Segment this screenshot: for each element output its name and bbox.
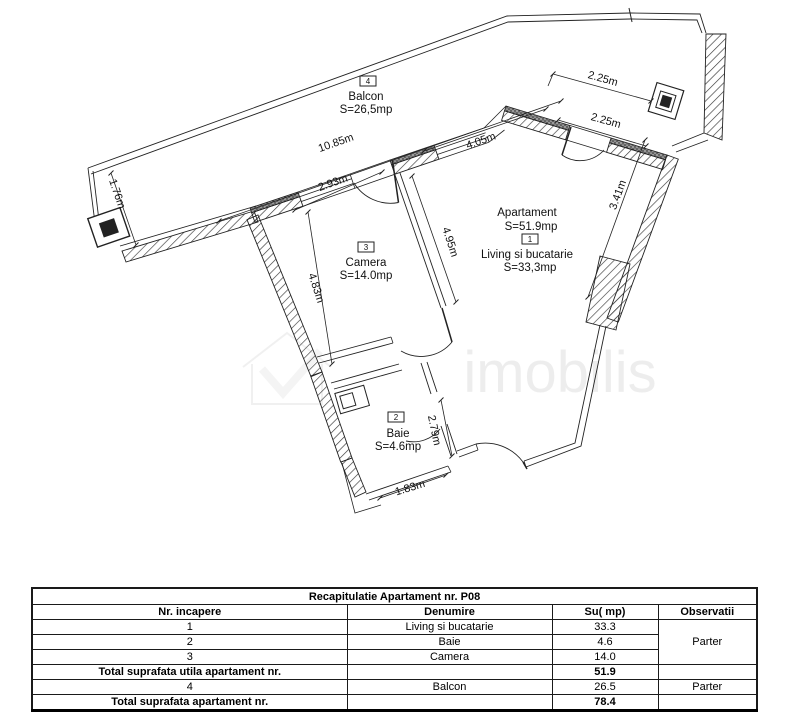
dim-baie-door: 2.79m [424, 414, 443, 447]
baie-area: S=4.6mp [374, 441, 422, 453]
dim-terrace-a: 2.25m [586, 69, 620, 89]
apartament-title: Apartament [497, 207, 557, 219]
row2-su: 4.6 [552, 635, 658, 650]
header-observatii: Observatii [658, 605, 757, 620]
camera-number: 3 [363, 243, 369, 252]
room-label-camera [340, 242, 393, 282]
row1-nr: 1 [32, 620, 347, 635]
row3-denumire: Camera [347, 650, 552, 665]
total-label: Total suprafata apartament nr. [32, 695, 347, 711]
obs-parter-1: Parter [658, 620, 757, 665]
row1-su: 33.3 [552, 620, 658, 635]
camera-area: S=14.0mp [339, 270, 393, 282]
row2-denumire: Baie [347, 635, 552, 650]
dim-camera-left: 4.83m [305, 271, 327, 305]
row3-su: 14.0 [552, 650, 658, 665]
dim-right-wall: 3.41m [607, 178, 630, 212]
total-utila-label: Total suprafata utila apartament nr. [32, 665, 347, 680]
baie-duct [335, 385, 370, 413]
balcon-name: Balcon [348, 91, 384, 103]
total-utila-value: 51.9 [552, 665, 658, 680]
door-frame-post [648, 83, 684, 120]
row4-nr: 4 [32, 680, 347, 695]
living-name: Living si bucatarie [480, 249, 574, 261]
table-row [32, 620, 757, 635]
dim-balcony-length: 10.85m [316, 131, 356, 155]
dim-camera-width: 2.93m [316, 172, 350, 194]
row4-su: 26.5 [552, 680, 658, 695]
entrance-door [476, 443, 527, 469]
header-nr-incapere: Nr. incapere [32, 605, 347, 620]
balcon-area: S=26,5mp [339, 104, 393, 116]
table-row [32, 650, 757, 665]
table-row [32, 635, 757, 650]
dim-baie-bottom: 1.83m [393, 477, 427, 499]
baie-name: Baie [386, 428, 410, 440]
row4-denumire: Balcon [347, 680, 552, 695]
total-utila-empty [347, 665, 552, 680]
camera-name: Camera [345, 257, 387, 269]
baie-number: 2 [393, 413, 399, 422]
living-area: S=33,3mp [503, 262, 557, 274]
balcon-number: 4 [365, 77, 371, 86]
table-row [32, 680, 757, 695]
right-exterior-wall [457, 155, 678, 467]
total-obs [658, 695, 757, 711]
total-row [32, 695, 757, 711]
total-utila-row [32, 665, 757, 680]
dim-living-window: 4.05m [464, 130, 498, 152]
apartament-area: S=51.9mp [504, 221, 558, 233]
total-value: 78.4 [552, 695, 658, 711]
row3-nr: 3 [32, 650, 347, 665]
room-label-apartament [481, 207, 573, 274]
row2-nr: 2 [32, 635, 347, 650]
row1-denumire: Living si bucatarie [347, 620, 552, 635]
total-empty [347, 695, 552, 711]
dim-balcony-width: 1.76m [106, 177, 128, 211]
table-title: Recapitulatie Apartament nr. P08 [32, 588, 757, 605]
watermark-text: imobilis [463, 340, 657, 405]
header-su-mp: Su( mp) [552, 605, 658, 620]
living-number: 1 [527, 235, 533, 244]
camera-door [401, 308, 452, 356]
room-label-balcon [340, 76, 393, 116]
dim-camera-right: 4.95m [439, 225, 461, 259]
total-utila-obs [658, 665, 757, 680]
obs-parter-2: Parter [658, 680, 757, 695]
balcony-door [354, 161, 399, 204]
header-denumire: Denumire [347, 605, 552, 620]
dim-terrace-b: 2.25m [589, 111, 623, 131]
room-label-baie [375, 412, 421, 453]
recap-table [31, 587, 758, 712]
dimension-lines [109, 72, 657, 501]
